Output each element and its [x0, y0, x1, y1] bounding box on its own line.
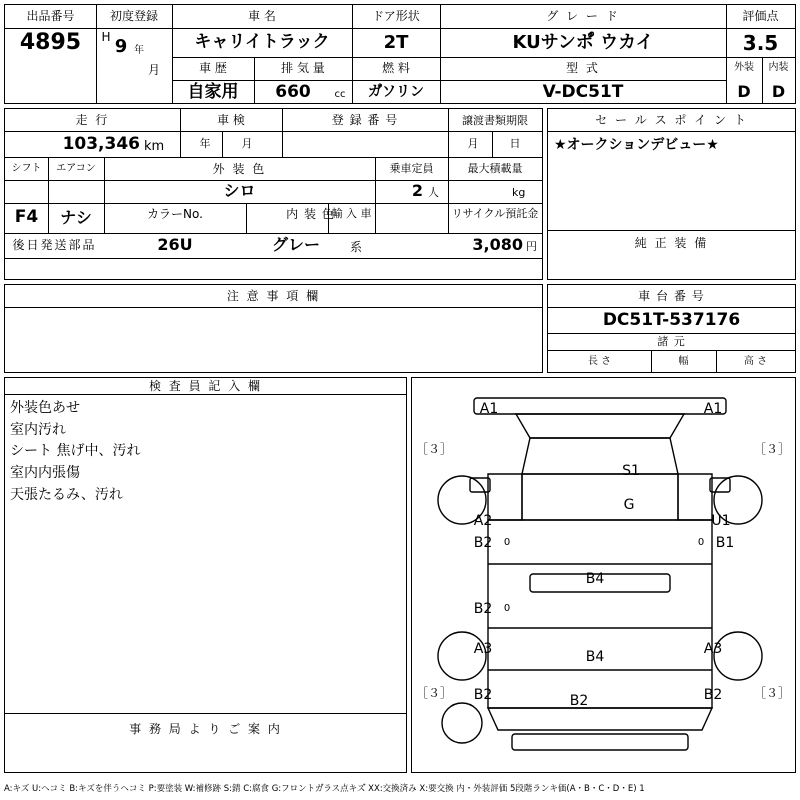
transfer-month: 月	[467, 137, 479, 151]
max-load-label: 最大積載量	[467, 162, 523, 176]
inspector-notes	[10, 398, 400, 506]
chassis-value: DC51T-537176	[602, 310, 741, 331]
interior-grade-value: D	[771, 82, 786, 102]
bracket-right-bottom: ［３］	[753, 685, 790, 700]
mark-b4-lower: B4	[585, 648, 605, 665]
score-label: 評価点	[742, 9, 779, 24]
interior-color-label: 内 装 色	[286, 206, 335, 221]
first-reg-label: 初度登録	[109, 9, 158, 24]
recycle-value: 3,080	[472, 235, 523, 255]
office-notice-label: 事 務 局 よ り ご 案 内	[129, 721, 282, 736]
mark-a3-right: A3	[703, 640, 723, 657]
bracket-left-bottom: ［３］	[415, 685, 452, 700]
seats-unit: 人	[428, 186, 439, 200]
color-no-value: 26U	[157, 235, 193, 255]
exterior-color-label: 外 装 色	[212, 161, 267, 176]
history-label: 車 歴	[199, 61, 227, 76]
mark-b2-center-lower: B2	[569, 692, 589, 709]
score-value: 3.5	[742, 30, 779, 55]
mark-b2-left-upper-qty: 0	[503, 536, 511, 548]
recycle-label: リサイクル預託金	[451, 207, 539, 221]
shaken-year-unit: 年	[199, 137, 211, 151]
seats-label: 乗車定員	[389, 162, 434, 176]
interior-color-suffix: 系	[350, 239, 363, 254]
mark-b1-right: B1	[715, 534, 735, 551]
exterior-grade-label: 外装	[734, 62, 754, 74]
fuel-label: 燃 料	[382, 61, 410, 76]
lot-label: 出品番号	[26, 9, 75, 24]
grade-label: グ レ ー ド	[546, 9, 620, 24]
transfer-label: 譲渡書類期限	[462, 113, 528, 127]
mileage-value: 103,346	[62, 133, 140, 154]
mark-u1-right: U1	[711, 512, 731, 529]
interior-grade-label: 内装	[768, 62, 789, 74]
later-parts-label: 後日発送部品	[12, 238, 97, 253]
inspector-note: 外装色あせ	[10, 400, 80, 416]
width-label: 幅	[678, 355, 689, 367]
sales-point-label: セ ー ル ス ポ イ ン ト	[595, 113, 748, 128]
mark-b1-right-qty: 0	[697, 536, 705, 548]
bracket-right-top: ［３］	[753, 441, 790, 456]
inspector-title: 検 査 員 記 入 欄	[148, 378, 263, 393]
mark-a1-right: A1	[703, 400, 723, 417]
import-label: 輸 入 車	[331, 207, 372, 221]
chassis-label: 車 台 番 号	[638, 289, 705, 304]
shaken-month-unit: 月	[241, 137, 253, 151]
displacement-unit: cc	[334, 88, 346, 100]
mark-a2-left: A2	[473, 512, 493, 529]
mark-a1-left: A1	[479, 400, 499, 417]
inspector-note: 室内汚れ	[10, 421, 66, 438]
mileage-label: 走 行	[75, 113, 110, 128]
mark-a3-left: A3	[473, 640, 493, 657]
inspector-note: シート 焦げ中、汚れ	[10, 443, 141, 460]
door-value: 2T	[383, 31, 409, 53]
height-label: 高 さ	[743, 355, 768, 367]
ac-value: ナシ	[60, 207, 92, 227]
first-reg-month-unit: 月	[147, 62, 160, 77]
legend-footnote: A:キズ U:ヘコミ B:キズを伴うヘコミ P:要塗装 W:補修跡 S:錆 C:腐食 G:フロントガ゙ラス点キズ゙ XX:交換済み X:要交換 内・外装評価 5段階ランキ価(A・B・C・D・E) 1	[4, 784, 645, 794]
caution-label: 注 意 事 項 欄	[226, 289, 321, 304]
grade-value: KUサンポ゚ ウカイ	[512, 31, 654, 53]
mileage-unit: km	[144, 139, 165, 155]
mark-b4-upper: B4	[585, 570, 605, 587]
shaken-label: 車 検	[217, 113, 245, 128]
ac-label: エアコン	[56, 162, 96, 174]
seats-value: 2	[411, 181, 423, 201]
displacement-label: 排 気 量	[281, 61, 325, 76]
type-label: 型 式	[566, 61, 600, 76]
type-value: V-DC51T	[542, 81, 624, 102]
displacement-value: 660	[275, 81, 311, 102]
model-name: キャリイトラック	[194, 32, 330, 53]
mark-b2-right-lower: B2	[703, 686, 723, 703]
genuine-equipment-label: 純 正 装 備	[634, 235, 709, 250]
first-reg-year-unit: 年	[134, 44, 144, 56]
sales-point-value: ★オークションデビュー★	[554, 136, 719, 153]
reg-no-label: 登 録 番 号	[331, 113, 399, 128]
transfer-day: 日	[509, 137, 521, 151]
shift-value: F4	[14, 207, 39, 228]
shift-label: シフト	[11, 162, 42, 174]
mark-b2-middle: B2	[473, 600, 493, 617]
dimension-label: 諸 元	[657, 335, 686, 349]
length-label: 長 さ	[587, 355, 612, 367]
first-reg-year: 9	[114, 36, 128, 57]
lot-number: 4895	[19, 30, 82, 56]
history-value: 自家用	[187, 81, 239, 102]
mark-g: G	[623, 496, 635, 513]
mark-b2-left-upper: B2	[473, 534, 493, 551]
color-no-label: カラーNo.	[147, 206, 203, 221]
exterior-grade-value: D	[737, 82, 751, 102]
mark-b2-left-lower: B2	[473, 686, 493, 703]
bracket-left-top: ［３］	[415, 441, 452, 456]
exterior-color-value: シロ	[223, 181, 256, 201]
model-label: 車 名	[248, 9, 276, 24]
max-load-unit: kg	[512, 186, 526, 200]
inspector-note: 室内内張傷	[10, 465, 80, 482]
mark-s1: S1	[622, 462, 640, 479]
first-reg-era: H	[101, 30, 111, 44]
interior-color-value: グレー	[271, 235, 320, 255]
fuel-value: ガ゙ソリン	[368, 84, 424, 101]
inspector-note: 天張たるみ、汚れ	[10, 486, 123, 503]
recycle-unit: 円	[526, 240, 537, 254]
mark-b2-middle-qty: 0	[503, 602, 511, 614]
door-label: ドア形状	[372, 9, 420, 24]
